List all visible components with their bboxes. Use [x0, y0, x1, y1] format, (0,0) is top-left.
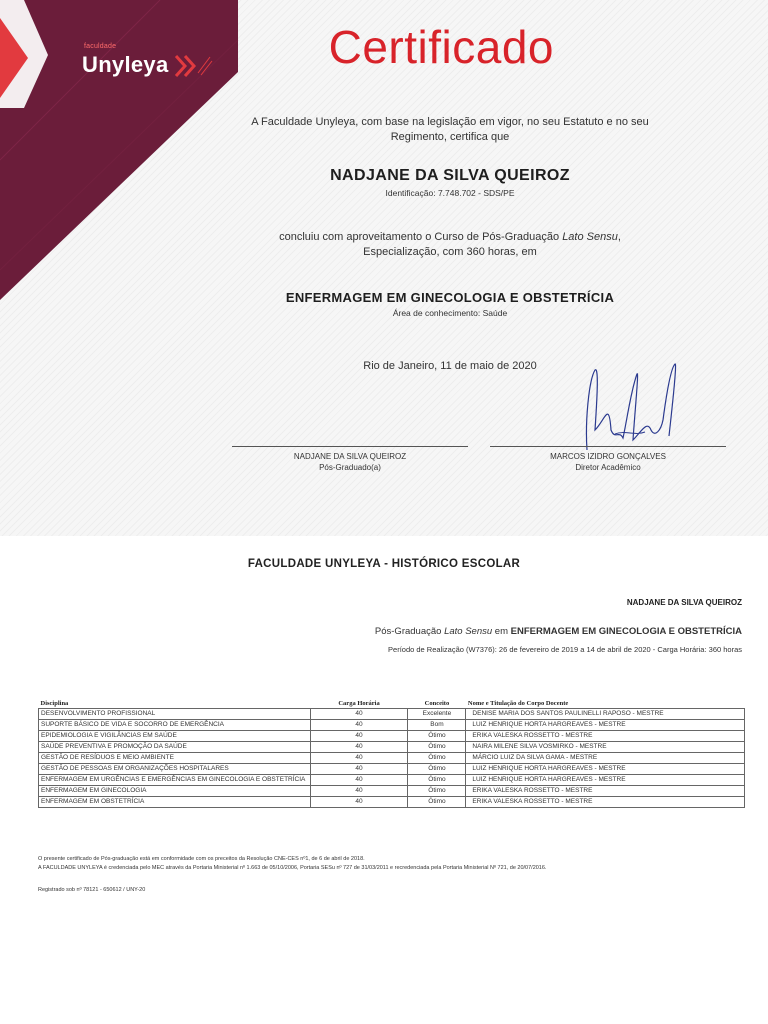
footnote	[38, 855, 546, 873]
cell-disciplina: GESTÃO DE RESÍDUOS E MEIO AMBIENTE	[39, 753, 311, 764]
cell-carga: 40	[310, 775, 408, 786]
conclusion-line2-a: Especialização, com	[363, 246, 467, 258]
history-course	[375, 626, 742, 637]
intro-line-1: A Faculdade Unyleya, com base na legislação em vigor, no seu Estatuto e no seu	[251, 116, 649, 128]
cell-conceito: Ótimo	[408, 742, 466, 753]
cell-conceito: Excelente	[408, 709, 466, 720]
header-carga: Carga Horária	[338, 700, 380, 707]
cell-disciplina: SAÚDE PREVENTIVA E PROMOÇÃO DA SAÚDE	[39, 742, 311, 753]
registration-number: Registrado sob nº 78121 - 650612 / UNY-20	[38, 887, 146, 893]
table-row	[39, 720, 745, 731]
hours-value: 360 horas	[466, 246, 516, 258]
table-row	[39, 709, 745, 720]
cell-conceito: Ótimo	[408, 797, 466, 808]
cell-conceito: Ótimo	[408, 775, 466, 786]
cell-carga: 40	[310, 753, 408, 764]
history-student-name: NADJANE DA SILVA QUEIROZ	[626, 598, 742, 607]
cell-disciplina: GESTÃO DE PESSOAS EM ORGANIZAÇÕES HOSPITALARES	[39, 764, 311, 775]
cell-docente: NAIRA MILENE SILVA VOSMIRKO - MESTRE	[466, 742, 745, 753]
grades-table	[38, 700, 745, 808]
cell-disciplina: SUPORTE BÁSICO DE VIDA E SOCORRO DE EMERGÊNCIA	[39, 720, 311, 731]
conclusion-line-1	[240, 230, 660, 245]
history-title: FACULDADE UNYLEYA - HISTÓRICO ESCOLAR	[247, 558, 521, 570]
conclusion-line-2	[240, 245, 660, 260]
table-row	[39, 797, 745, 808]
cell-disciplina: ENFERMAGEM EM URGÊNCIAS E EMERGÊNCIAS EM GINECOLOGIA E OBSTETRÍCIA	[39, 775, 311, 786]
signature-line-director	[490, 446, 726, 447]
handwritten-signature	[575, 360, 685, 460]
cell-conceito: Ótimo	[408, 764, 466, 775]
certificate-title: Certificado	[328, 21, 554, 73]
table-row	[39, 764, 745, 775]
intro-line-2: Regimento, certifica que	[390, 131, 510, 143]
signature-student-name: NADJANE DA SILVA QUEIROZ	[293, 452, 407, 461]
table-row	[39, 753, 745, 764]
cell-disciplina: ENFERMAGEM EM GINECOLOGIA	[39, 786, 311, 797]
cell-conceito: Ótimo	[408, 786, 466, 797]
table-row	[39, 775, 745, 786]
conclusion-text	[240, 230, 660, 260]
cell-disciplina: EPIDEMIOLOGIA E VIGILÂNCIAS EM SAÚDE	[39, 731, 311, 742]
grades-header-row	[39, 700, 745, 709]
cell-docente: ERIKA VALESKA ROSSETTO - MESTRE	[466, 731, 745, 742]
table-row	[39, 786, 745, 797]
signature-student-role: Pós-Graduado(a)	[319, 463, 381, 472]
brand-subtitle: faculdade	[84, 43, 117, 50]
cell-docente: MÁRCIO LUIZ DA SILVA GAMA - MESTRE	[466, 753, 745, 764]
header-conceito: Conceito	[424, 700, 450, 707]
signature-student	[232, 451, 468, 473]
cell-disciplina: ENFERMAGEM EM OBSTETRÍCIA	[39, 797, 311, 808]
cell-disciplina: DESENVOLVIMENTO PROFISSIONAL	[39, 709, 311, 720]
conclusion-part-a: concluiu com aproveitamento o Curso de Pós-Graduação	[279, 231, 563, 243]
cell-docente: LUIZ HENRIQUE HORTA HARGREAVES - MESTRE	[466, 720, 745, 731]
conclusion-part-b: ,	[617, 231, 621, 243]
cell-conceito: Bom	[408, 720, 466, 731]
knowledge-area: Área de conhecimento: Saúde	[392, 308, 508, 318]
signature-director	[490, 451, 726, 473]
cell-carga: 40	[310, 764, 408, 775]
cell-docente: LUIZ HENRIQUE HORTA HARGREAVES - MESTRE	[466, 764, 745, 775]
cell-carga: 40	[310, 786, 408, 797]
history-course-name: ENFERMAGEM EM GINECOLOGIA E OBSTETRÍCIA	[510, 626, 742, 637]
history-period: Período de Realização (W7376): 26 de fevereiro de 2019 a 14 de abril de 2020 - Carga Horária: 360 horas	[388, 645, 742, 654]
grades-body	[39, 709, 745, 808]
intro-text	[240, 115, 660, 145]
lato-sensu-italic: Lato Sensu	[562, 231, 618, 243]
header-disciplina: Disciplina	[40, 700, 69, 707]
cell-carga: 40	[310, 797, 408, 808]
cell-docente: DENISE MARIA DOS SANTOS PAULINELLI RAPOSO - MESTRE	[466, 709, 745, 720]
history-course-prefix: Pós-Graduação	[374, 626, 445, 637]
cell-conceito: Ótimo	[408, 731, 466, 742]
table-row	[39, 731, 745, 742]
cell-carga: 40	[310, 709, 408, 720]
history-course-em: em	[492, 626, 511, 637]
footnote-line-2: A FACULDADE UNYLEYA é credenciada pelo MEC através da Portaria Ministerial nº 1.663 de 05/10/2006, Portaria SESu nº 727 de 31/03/2011 e recredenciada pela Portaria Ministerial Nº 721, de 20/07/2016.	[38, 865, 547, 871]
signature-line-student	[232, 446, 468, 447]
cell-docente: LUIZ HENRIQUE HORTA HARGREAVES - MESTRE	[466, 775, 745, 786]
conclusion-line2-b: , em	[515, 246, 537, 258]
brand-logo-text: Unyleya	[82, 52, 169, 77]
cell-carga: 40	[310, 742, 408, 753]
cell-docente: ERIKA VALESKA ROSSETTO - MESTRE	[466, 786, 745, 797]
cell-conceito: Ótimo	[408, 753, 466, 764]
cell-docente: ERIKA VALESKA ROSSETTO - MESTRE	[466, 797, 745, 808]
header-docente: Nome e Titulação do Corpo Docente	[467, 700, 569, 707]
signature-director-name: MARCOS IZIDRO GONÇALVES	[550, 452, 666, 461]
identification: Identificação: 7.748.702 - SDS/PE	[385, 188, 515, 198]
table-row	[39, 742, 745, 753]
footnote-line-1: O presente certificado de Pós-graduação está em conformidade com os preceitos da Resolução CNE-CES nº1, de 6 de abril de 2018.	[38, 856, 365, 862]
student-name: NADJANE DA SILVA QUEIROZ	[330, 167, 570, 184]
place-date: Rio de Janeiro, 11 de maio de 2020	[363, 360, 537, 372]
signature-director-role: Diretor Acadêmico	[575, 463, 641, 472]
cell-carga: 40	[310, 731, 408, 742]
course-name: ENFERMAGEM EM GINECOLOGIA E OBSTETRÍCIA	[285, 290, 615, 305]
history-course-lato: Lato Sensu	[444, 626, 493, 637]
cell-carga: 40	[310, 720, 408, 731]
